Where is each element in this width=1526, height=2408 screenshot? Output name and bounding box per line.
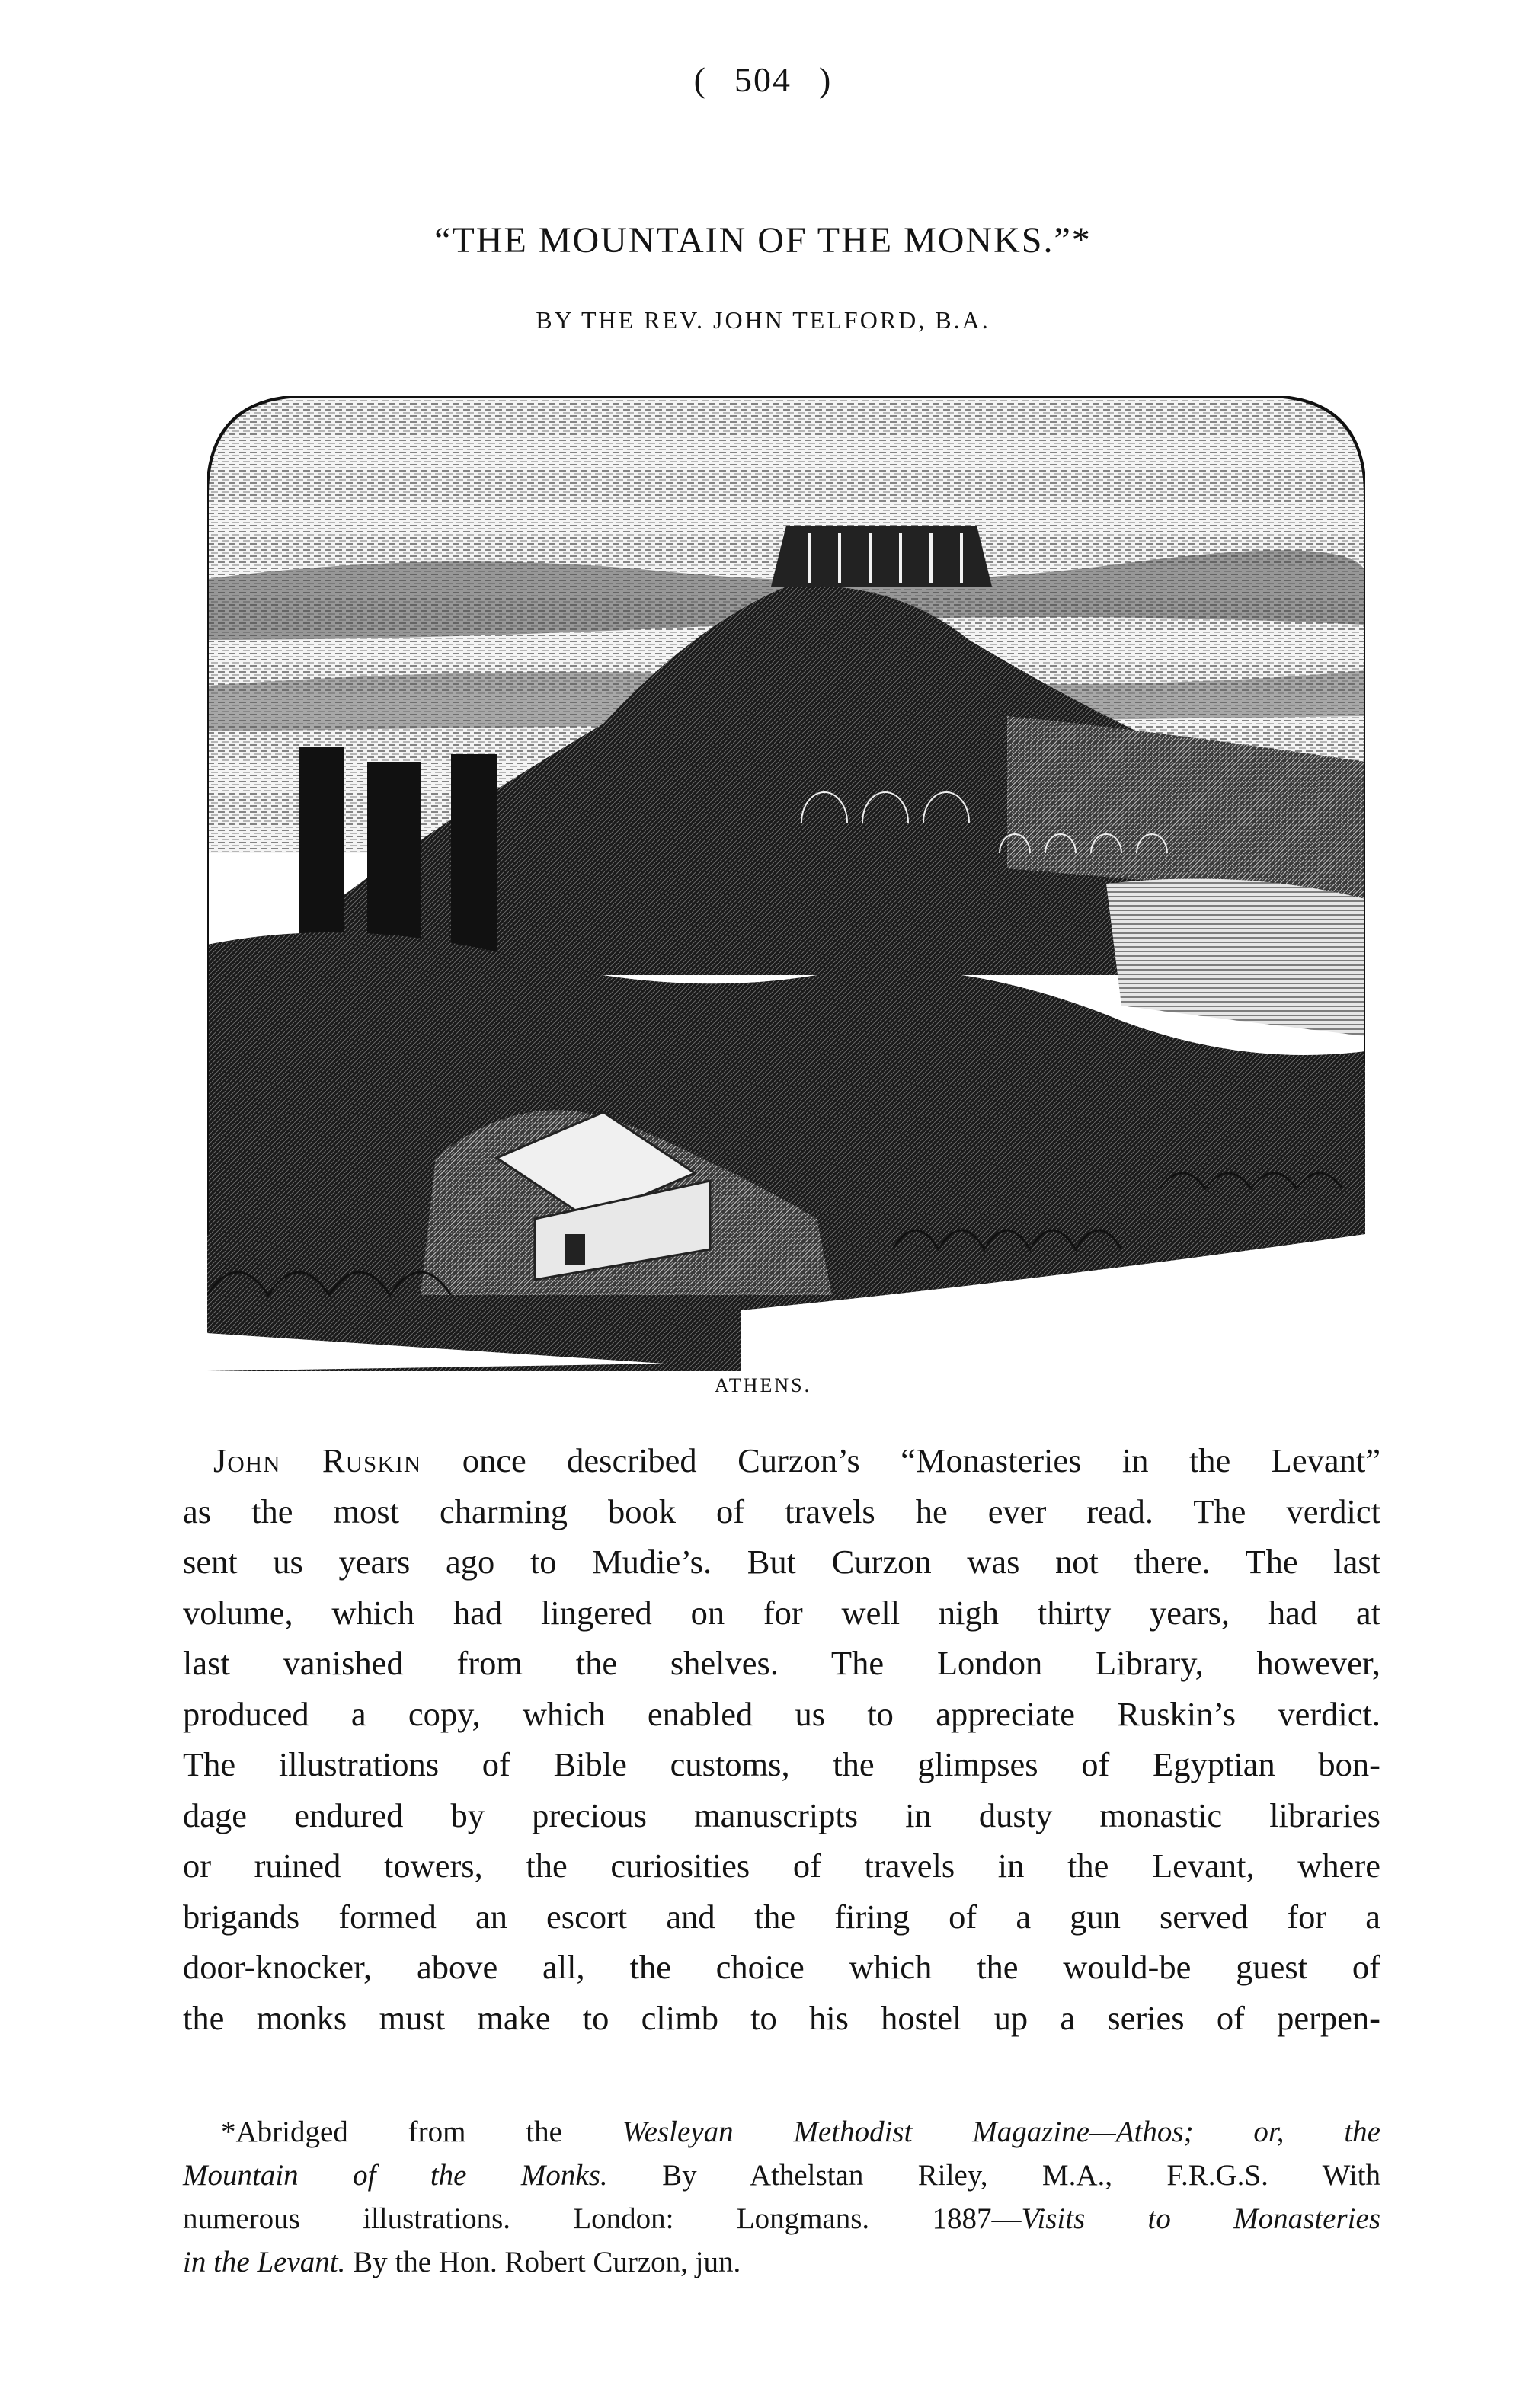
footnote-line (183, 2197, 1380, 2240)
athens-engraving (207, 396, 1365, 1371)
footnote-line (183, 2154, 1380, 2197)
body-line: door-knocker, above all, the choice which the would-be guest of (183, 1948, 1380, 1986)
body-line: sent us years ago to Mudie’s. But Curzon was not there. The last (183, 1543, 1380, 1581)
page-number-open-paren: ( (693, 60, 707, 99)
body-line: produced a copy, which enabled us to appreciate Ruskin’s verdict. (183, 1694, 1380, 1733)
body-line: as the most charming book of travels he ever read. The verdict (183, 1492, 1380, 1530)
body-line: The illustrations of Bible customs, the glimpses of Egyptian bon- (183, 1745, 1380, 1783)
footnote (183, 2110, 1380, 2284)
lead-name-smallcaps: John Ruskin (213, 1441, 422, 1479)
article-byline: BY THE REV. JOHN TELFORD, B.A. (536, 306, 990, 334)
body-line-text: once described Curzon’s “Monasteries in the Levant” (421, 1441, 1380, 1479)
page-number-value: 504 (734, 60, 792, 99)
article-title: “THE MOUNTAIN OF THE MONKS.”* (434, 220, 1092, 261)
body-line: last vanished from the shelves. The London Library, however, (183, 1644, 1380, 1682)
footnote-italic: Wesleyan Methodist Magazine—Athos; or, the (622, 2115, 1380, 2148)
body-line (183, 1435, 1380, 1486)
athens-engraving-svg (207, 396, 1365, 1371)
footnote-text: numerous illustrations. London: Longmans. 1887— (183, 2202, 1022, 2235)
page-number-close-paren: ) (819, 60, 833, 99)
footnote-line (183, 2110, 1380, 2154)
footnote-text: *Abridged from the (221, 2115, 622, 2148)
body-line: brigands formed an escort and the firing of a gun served for a (183, 1897, 1380, 1936)
body-paragraph (183, 1435, 1380, 2043)
footnote-italic: Mountain of the Monks. (183, 2159, 608, 2192)
illustration-caption: ATHENS. (714, 1374, 812, 1396)
body-line: dage endured by precious manuscripts in dusty monastic libraries (183, 1796, 1380, 1834)
footnote-text: By Athelstan Riley, M.A., F.R.G.S. With (607, 2159, 1380, 2192)
body-line: the monks must make to climb to his hostel up a series of perpen- (183, 1998, 1380, 2037)
footnote-text: By the Hon. Robert Curzon, jun. (345, 2246, 741, 2278)
page-number (0, 59, 1526, 100)
footnote-italic: in the Levant. (183, 2246, 346, 2278)
body-line: volume, which had lingered on for well nigh thirty years, had at (183, 1593, 1380, 1632)
footnote-italic: Visits to Monasteries (1021, 2202, 1380, 2235)
body-line: or ruined towers, the curiosities of travels in the Levant, where (183, 1847, 1380, 1885)
footnote-line (183, 2240, 1380, 2284)
